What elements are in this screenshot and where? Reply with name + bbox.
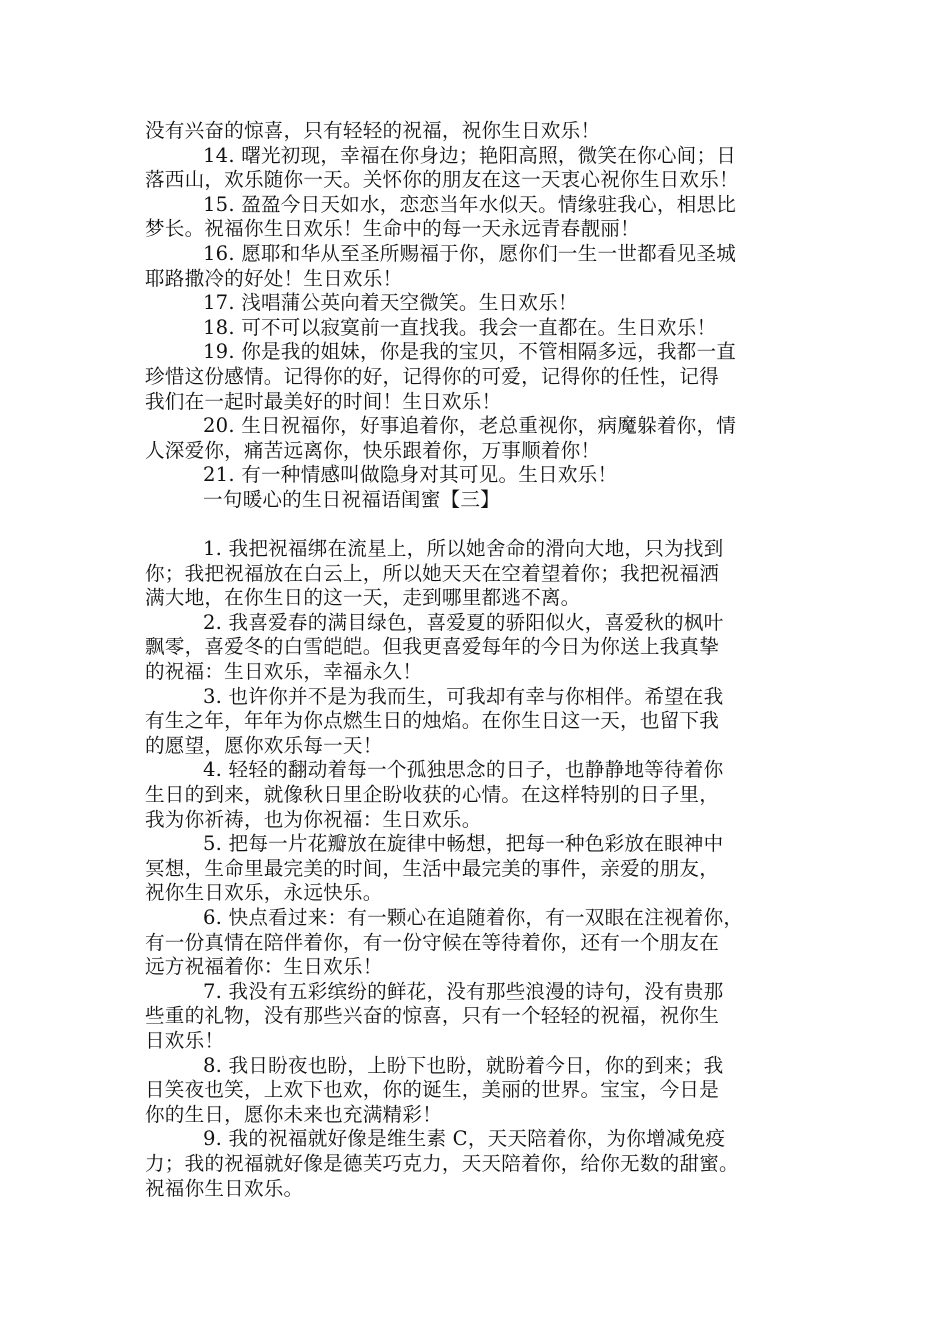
text-line: 9. 我的祝福就好像是维生素 C，天天陪着你，为你增减免疫 [203, 1127, 726, 1151]
text-line: 祝福你生日欢乐。 [145, 1176, 304, 1200]
text-line: 落西山，欢乐随你一天。关怀你的朋友在这一天衷心祝你生日欢乐！ [145, 168, 739, 192]
text-line: 日笑夜也笑，上欢下也欢，你的诞生，美丽的世界。宝宝，今日是 [145, 1078, 720, 1102]
text-line: 满大地，在你生日的这一天，走到哪里都逃不离。 [145, 586, 581, 610]
text-line: 18. 可不可以寂寞前一直找我。我会一直都在。生日欢乐！ [203, 315, 717, 339]
text-line: 的愿望，愿你欢乐每一天！ [145, 733, 383, 757]
text-line: 一句暖心的生日祝福语闺蜜【三】 [203, 487, 500, 511]
text-line: 没有兴奋的惊喜，只有轻轻的祝福，祝你生日欢乐！ [145, 119, 601, 142]
text-line: 4. 轻轻的翻动着每一个孤独思念的日子，也静静地等待着你 [203, 758, 724, 782]
text-line: 我为你祈祷，也为你祝福：生日欢乐。 [145, 807, 482, 831]
text-line: 力；我的祝福就好像是德芙巧克力，天天陪着你，给你无数的甜蜜。 [145, 1151, 739, 1175]
text-line: 生日的到来，就像秋日里企盼收获的心情。在这样特别的日子里， [145, 783, 720, 807]
text-line: 2. 我喜爱春的满目绿色，喜爱夏的骄阳似火，喜爱秋的枫叶 [203, 610, 724, 634]
text-line: 我们在一起时最美好的时间！生日欢乐！ [145, 389, 502, 413]
text-line: 耶路撒冷的好处！生日欢乐！ [145, 266, 403, 290]
blank-line [145, 513, 808, 538]
text-line: 你；我把祝福放在白云上，所以她天天在空着望着你；我把祝福洒 [145, 561, 720, 585]
text-line: 些重的礼物，没有那些兴奋的惊喜，只有一个轻轻的祝福，祝你生 [145, 1004, 720, 1028]
text-line: 8. 我日盼夜也盼，上盼下也盼，就盼着今日，你的到来；我 [203, 1053, 724, 1077]
text-line: 的祝福：生日欢乐，幸福永久！ [145, 660, 423, 684]
text-line: 15. 盈盈今日天如水，恋恋当年水似天。情缘驻我心，相思比 [203, 192, 737, 216]
text-line: 梦长。祝福你生日欢乐！生命中的每一天永远青春靓丽！ [145, 217, 640, 241]
text-line: 你的生日，愿你未来也充满精彩！ [145, 1102, 442, 1126]
text-line: 有生之年，年年为你点燃生日的烛焰。在你生日这一天，也留下我 [145, 709, 720, 733]
text-line: 冥想，生命里最完美的时间，生活中最完美的事件，亲爱的朋友， [145, 856, 720, 880]
text-line: 日欢乐！ [145, 1028, 225, 1052]
text-line: 21. 有一种情感叫做隐身对其可见。生日欢乐！ [203, 463, 618, 487]
text-line: 飘零，喜爱冬的白雪皑皑。但我更喜爱每年的今日为你送上我真挚 [145, 635, 720, 659]
text-line: 祝你生日欢乐，永远快乐。 [145, 881, 383, 905]
text-line: 1. 我把祝福绑在流星上，所以她舍命的滑向大地，只为找到 [203, 537, 724, 561]
text-line: 7. 我没有五彩缤纷的鲜花，没有那些浪漫的诗句，没有贵那 [203, 979, 724, 1003]
text-line: 3. 也许你并不是为我而生，可我却有幸与你相伴。希望在我 [203, 684, 724, 708]
text-line: 16. 愿耶和华从至圣所赐福于你，愿你们一生一世都看见圣城 [203, 241, 737, 265]
text-line: 珍惜这份感情。记得你的好，记得你的可爱，记得你的任性，记得 [145, 364, 720, 388]
text-line: 有一份真情在陪伴着你，有一份守候在等待着你，还有一个朋友在 [145, 930, 720, 954]
text-line: 19. 你是我的姐妹，你是我的宝贝，不管相隔多远，我都一直 [203, 340, 737, 364]
text-line: 14. 曙光初现，幸福在你身边；艳阳高照，微笑在你心间；日 [203, 143, 737, 167]
document-body [145, 119, 808, 1201]
text-line: 6. 快点看过来：有一颗心在追随着你，有一双眼在注视着你， [203, 906, 744, 929]
text-line: 人深爱你，痛苦远离你，快乐跟着你，万事顺着你！ [145, 438, 601, 462]
text-line: 17. 浅唱蒲公英向着天空微笑。生日欢乐！ [203, 291, 578, 315]
text-line: 远方祝福着你：生日欢乐！ [145, 955, 383, 979]
text-line: 20. 生日祝福你，好事追着你，老总重视你，病魔躲着你，情 [203, 414, 737, 438]
text-line: 5. 把每一片花瓣放在旋律中畅想，把每一种色彩放在眼神中 [203, 832, 724, 856]
